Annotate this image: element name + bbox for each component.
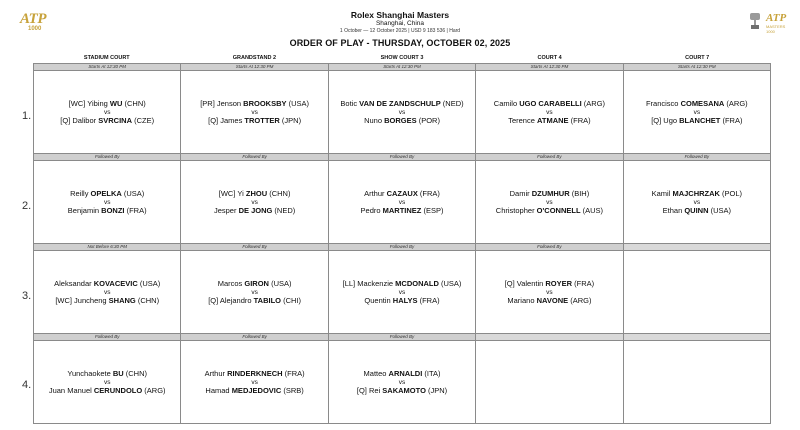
versus-label: vs: [251, 378, 258, 386]
player-country: (USA): [268, 278, 292, 288]
player-first-name: Benjamin: [67, 205, 102, 215]
player-one: [69, 99, 146, 109]
player-two: [508, 116, 590, 126]
match-cell: [475, 63, 622, 154]
player-two: [214, 206, 295, 216]
match-content: [181, 251, 327, 333]
player-country: (CHN): [123, 368, 148, 378]
player-last-name: O'CONNELL: [536, 205, 581, 215]
player-country: (USA): [137, 278, 161, 288]
player-country: (FRA): [720, 115, 743, 125]
player-two: [507, 296, 591, 306]
match-row: [33, 244, 771, 334]
player-last-name: TROTTER: [244, 115, 280, 125]
match-row: [33, 334, 771, 424]
match-time-band: Followed By: [181, 154, 327, 161]
player-one: [200, 99, 309, 109]
player-last-name: DE JONG: [238, 205, 273, 215]
player-one: [67, 369, 147, 379]
player-last-name: ATMANE: [537, 115, 569, 125]
match-content: [329, 341, 475, 423]
player-one: [510, 189, 590, 199]
player-last-name: BU: [112, 368, 124, 378]
player-last-name: MARTINEZ: [382, 205, 422, 215]
match-cell: [623, 244, 771, 334]
tournament-city: Shanghai, China: [375, 20, 425, 27]
player-country: (AUS): [580, 205, 604, 215]
player-two: [364, 116, 440, 126]
player-last-name: RINDERKNECH: [227, 368, 283, 378]
player-one: [364, 189, 440, 199]
player-country: (CHN): [267, 188, 291, 198]
player-last-name: BORGES: [384, 115, 417, 125]
player-first-name: [LL] Mackenzie: [342, 278, 396, 288]
player-country: (CHI): [281, 295, 302, 305]
player-country: (ARG): [724, 98, 748, 108]
player-country: (USA): [708, 205, 731, 215]
player-one: [54, 279, 160, 289]
player-first-name: Arthur: [364, 188, 387, 198]
court-name: COURT 7: [685, 55, 710, 61]
player-first-name: Botic: [340, 98, 360, 108]
player-last-name: ARNALDI: [388, 368, 423, 378]
match-content: [624, 341, 770, 423]
match-content: [34, 341, 180, 423]
player-first-name: Mariano: [507, 295, 537, 305]
player-last-name: KOVACEVIC: [93, 278, 138, 288]
match-cell: [328, 63, 475, 154]
player-country: (JPN): [279, 115, 302, 125]
match-time-band: Followed By: [624, 154, 770, 161]
match-cell: [180, 154, 327, 244]
player-country: (FRA): [282, 368, 305, 378]
tournament-info: 1 October — 12 October 2025 | USD 9 183 536 | Hard: [339, 28, 461, 34]
player-last-name: WU: [109, 98, 123, 108]
match-time-band: Followed By: [181, 334, 327, 341]
court-name: COURT 4: [537, 55, 562, 61]
player-one: [218, 279, 292, 289]
player-two: [208, 116, 301, 126]
player-country: (USA): [121, 188, 145, 198]
player-two: [68, 206, 147, 216]
player-one: [364, 369, 441, 379]
player-country: (FRA): [572, 278, 595, 288]
logo-left-text: ATP: [20, 11, 47, 27]
player-one: [70, 189, 144, 199]
player-two: [496, 206, 603, 216]
match-content: [181, 161, 327, 243]
player-first-name: Quentin: [364, 295, 393, 305]
player-last-name: SVRCINA: [98, 115, 132, 125]
match-content: [476, 161, 622, 243]
match-cell: [328, 154, 475, 244]
player-last-name: VAN DE ZANDSCHULP: [359, 98, 441, 108]
player-one: [343, 279, 462, 289]
player-country: (USA): [286, 98, 309, 108]
match-time-band: Followed By: [34, 334, 180, 341]
player-first-name: Damir: [509, 188, 532, 198]
player-last-name: QUINN: [684, 205, 709, 215]
player-country: (BIH): [569, 188, 590, 198]
player-country: (ARG): [568, 295, 592, 305]
player-two: [60, 116, 154, 126]
versus-label: vs: [398, 288, 406, 296]
player-two: [55, 296, 159, 306]
versus-label: vs: [693, 198, 701, 206]
match-time-band: Starts At 12:30 PM: [476, 64, 622, 71]
match-row: [33, 63, 771, 154]
court-name: GRANDSTAND 2: [232, 55, 277, 61]
match-time-band: Starts At 12:30 PM: [34, 64, 180, 71]
player-first-name: Arthur: [204, 368, 228, 378]
player-first-name: [PR] Jenson: [200, 98, 244, 108]
match-content: [476, 71, 622, 153]
row-number-1: 1.: [22, 110, 32, 122]
player-last-name: SHANG: [108, 295, 136, 305]
player-first-name: Nuno: [364, 115, 385, 125]
player-first-name: Ethan: [662, 205, 685, 215]
player-country: (CZE): [132, 115, 155, 125]
match-cell: [623, 63, 771, 154]
order-of-play-title: ORDER OF PLAY - THURSDAY, OCTOBER 02, 2025: [289, 38, 511, 48]
match-time-band: Followed By: [34, 154, 180, 161]
logo-right-sub: MASTERS 1000: [766, 24, 786, 34]
versus-label: vs: [546, 288, 553, 296]
match-time-band: Starts At 12:30 PM: [624, 64, 770, 71]
row-number-2: 2.: [22, 200, 32, 212]
versus-label: vs: [398, 108, 406, 116]
player-last-name: BROOKSBY: [243, 98, 287, 108]
player-country: (ARG): [142, 385, 166, 395]
match-row: [33, 154, 771, 244]
player-two: [651, 116, 742, 126]
match-content: [34, 71, 180, 153]
player-country: (CHN): [135, 295, 160, 305]
match-content: [181, 71, 327, 153]
versus-label: vs: [398, 378, 406, 386]
player-first-name: [Q] James: [208, 115, 245, 125]
match-time-band: [624, 334, 770, 341]
logo-left-sub: 1000: [28, 26, 42, 32]
match-time-band: Starts At 12:30 PM: [329, 64, 475, 71]
player-last-name: MCDONALD: [395, 278, 439, 288]
versus-label: vs: [693, 108, 701, 116]
player-last-name: ROYER: [545, 278, 573, 288]
order-of-play-grid: [33, 54, 771, 424]
player-one: [340, 99, 463, 109]
player-first-name: [Q] Valentin: [504, 278, 546, 288]
player-country: (ARG): [581, 98, 606, 108]
player-first-name: [Q] Dalibor: [60, 115, 99, 125]
player-country: (POR): [416, 115, 440, 125]
match-cell: [623, 154, 771, 244]
match-content: [329, 161, 475, 243]
player-last-name: NAVONE: [536, 295, 569, 305]
player-country: (POL): [719, 188, 743, 198]
player-first-name: [Q] Ugo: [651, 115, 680, 125]
match-cell: [180, 63, 327, 154]
player-first-name: Jesper: [213, 205, 239, 215]
player-first-name: [Q] Rei: [356, 385, 383, 395]
player-two: [357, 386, 447, 396]
match-time-band: Followed By: [476, 154, 622, 161]
match-time-band: Followed By: [181, 244, 327, 251]
versus-label: vs: [546, 108, 553, 116]
match-content: [624, 251, 770, 333]
match-cell: [180, 334, 327, 424]
player-last-name: SAKAMOTO: [382, 385, 426, 395]
player-first-name: Pedro: [360, 205, 383, 215]
versus-label: vs: [103, 198, 111, 206]
player-country: (CHN): [122, 98, 146, 108]
player-two: [361, 206, 444, 216]
match-time-band: [476, 334, 622, 341]
match-content: [329, 71, 475, 153]
versus-label: vs: [251, 198, 258, 206]
player-first-name: Marcos: [217, 278, 245, 288]
match-time-band: Followed By: [329, 334, 475, 341]
match-content: [624, 161, 770, 243]
match-content: [34, 161, 180, 243]
logo-right-text: ATP: [766, 12, 787, 24]
match-cell: [33, 244, 180, 334]
match-cell: [33, 154, 180, 244]
player-first-name: Reilly: [70, 188, 91, 198]
player-last-name: CAZAUX: [386, 188, 418, 198]
player-two: [205, 386, 303, 396]
player-first-name: Matteo: [363, 368, 389, 378]
player-two: [364, 296, 439, 306]
match-time-band: Not Before 6:30 PM: [34, 244, 180, 251]
match-content: [181, 341, 327, 423]
player-country: (SRB): [281, 385, 304, 395]
match-cell: [475, 244, 622, 334]
match-cell: [475, 334, 622, 424]
player-first-name: Christopher: [495, 205, 537, 215]
match-content: [476, 341, 622, 423]
match-content: [476, 251, 622, 333]
player-one: [494, 99, 605, 109]
player-first-name: Juan Manuel: [48, 385, 94, 395]
match-time-band: Followed By: [329, 154, 475, 161]
player-first-name: [WC] Yi: [218, 188, 246, 198]
player-country: (ESP): [421, 205, 444, 215]
match-cell: [623, 334, 771, 424]
player-first-name: [WC] Juncheng: [55, 295, 109, 305]
versus-label: vs: [546, 198, 553, 206]
versus-label: vs: [103, 378, 111, 386]
player-last-name: GIRON: [244, 278, 269, 288]
player-one: [205, 369, 305, 379]
versus-label: vs: [251, 288, 258, 296]
player-one: [505, 279, 594, 289]
match-content: [329, 251, 475, 333]
match-time-band: Followed By: [329, 244, 475, 251]
player-country: (FRA): [124, 205, 147, 215]
player-first-name: Kamil: [651, 188, 673, 198]
player-country: (FRA): [568, 115, 591, 125]
match-cell: [33, 334, 180, 424]
versus-label: vs: [251, 108, 258, 116]
player-last-name: BONZI: [101, 205, 125, 215]
player-last-name: HALYS: [392, 295, 418, 305]
match-time-band: Followed By: [476, 244, 622, 251]
player-country: (NED): [440, 98, 464, 108]
player-one: [219, 189, 291, 199]
match-cell: [328, 244, 475, 334]
player-first-name: Yunchaokete: [67, 368, 113, 378]
player-country: (JPN): [425, 385, 448, 395]
player-last-name: BLANCHET: [679, 115, 721, 125]
match-content: [34, 251, 180, 333]
match-content: [624, 71, 770, 153]
tournament-title: Rolex Shanghai Masters: [350, 10, 450, 20]
player-one: [646, 99, 748, 109]
match-time-band: Starts At 12:30 PM: [181, 64, 327, 71]
player-country: (ITA): [422, 368, 441, 378]
row-number-4: 4.: [22, 379, 32, 391]
player-first-name: Camilo: [493, 98, 520, 108]
player-last-name: MEDJEDOVIC: [231, 385, 282, 395]
versus-label: vs: [103, 288, 111, 296]
player-one: [652, 189, 742, 199]
player-first-name: [WC] Yibing: [68, 98, 110, 108]
player-two: [208, 296, 301, 306]
row-number-3: 3.: [22, 290, 32, 302]
versus-label: vs: [398, 198, 406, 206]
player-two: [49, 386, 166, 396]
player-last-name: COMESANA: [680, 98, 725, 108]
player-last-name: MAJCHRZAK: [672, 188, 720, 198]
versus-label: vs: [103, 108, 111, 116]
player-last-name: TABILO: [253, 295, 282, 305]
court-name: SHOW COURT 3: [380, 55, 424, 61]
player-last-name: OPELKA: [90, 188, 122, 198]
player-country: (NED): [272, 205, 296, 215]
player-first-name: Francisco: [645, 98, 681, 108]
player-country: (USA): [438, 278, 462, 288]
match-cell: [33, 63, 180, 154]
player-first-name: Terence: [508, 115, 537, 125]
match-time-band: [624, 244, 770, 251]
player-last-name: CERUNDOLO: [93, 385, 143, 395]
player-first-name: Aleksandar: [54, 278, 94, 288]
match-cell: [180, 244, 327, 334]
player-country: (FRA): [417, 188, 440, 198]
player-first-name: [Q] Alejandro: [208, 295, 254, 305]
court-header-row: [33, 54, 771, 63]
match-cell: [475, 154, 622, 244]
match-cell: [328, 334, 475, 424]
player-last-name: DZUMHUR: [531, 188, 570, 198]
player-two: [663, 206, 731, 216]
player-first-name: Hamad: [205, 385, 232, 395]
player-country: (FRA): [417, 295, 440, 305]
court-name: STADIUM COURT: [83, 55, 130, 61]
player-last-name: ZHOU: [245, 188, 268, 198]
player-last-name: UGO CARABELLI: [519, 98, 582, 108]
